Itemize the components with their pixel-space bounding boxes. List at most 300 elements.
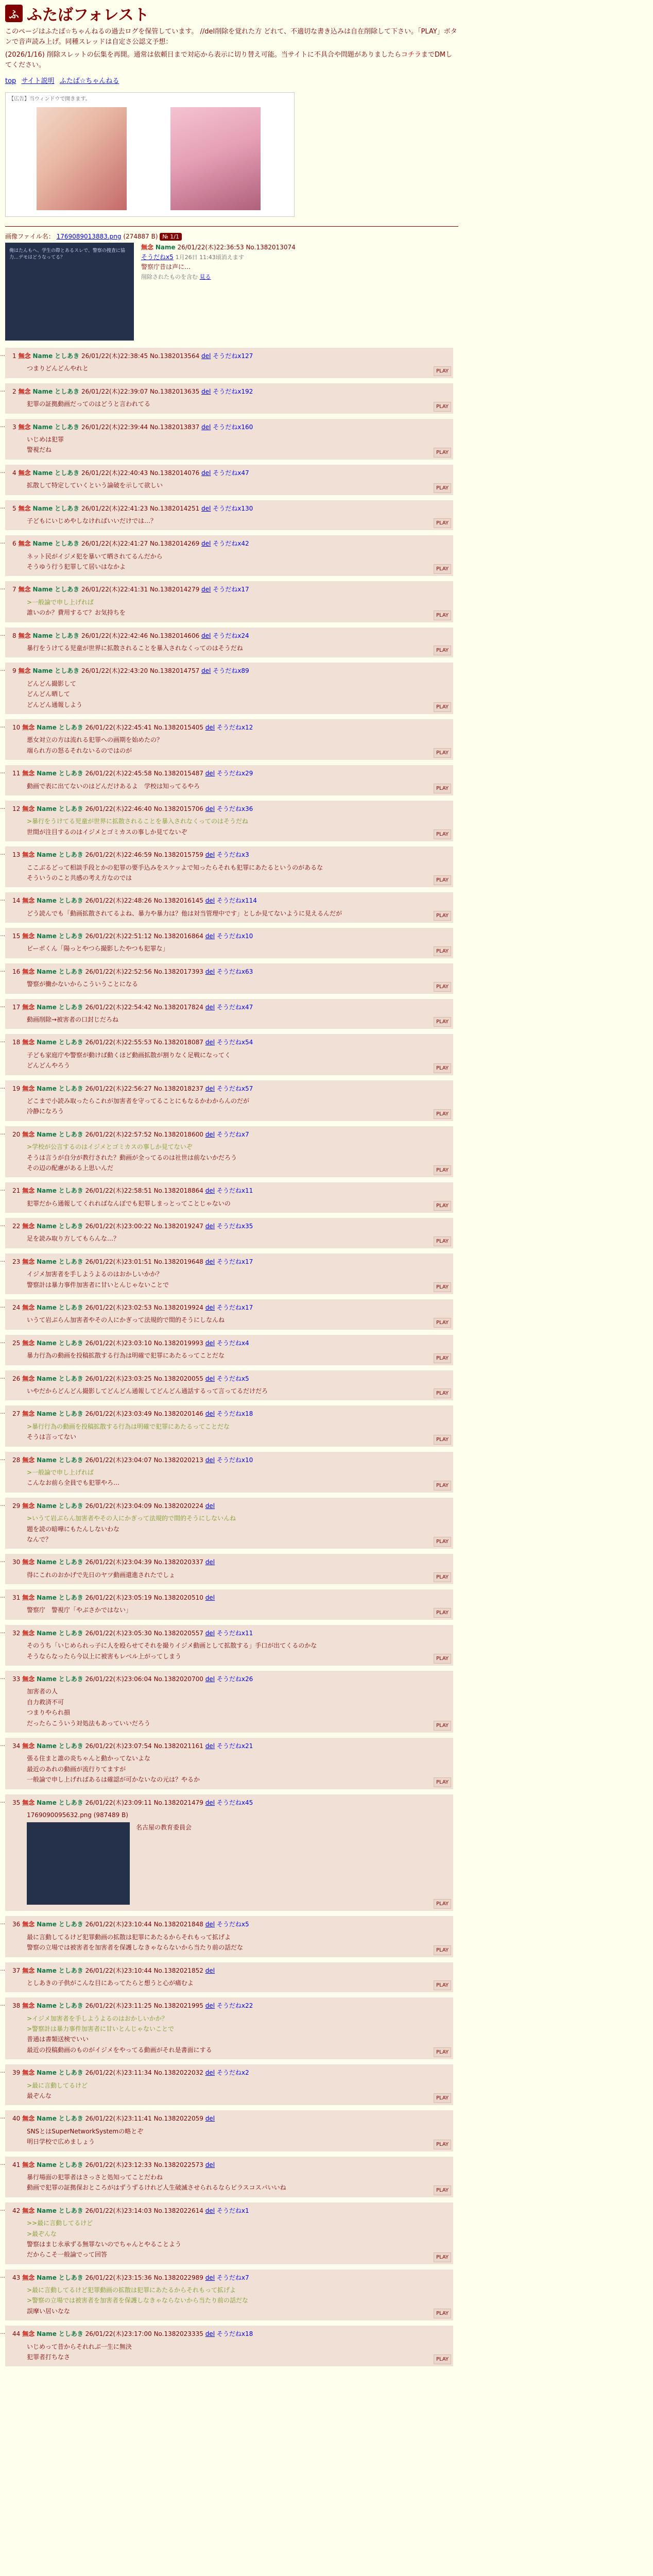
reply-line: 子どもにいじめやしなければいいだけでは…？ <box>27 517 157 524</box>
reply <box>5 419 453 460</box>
reply-del-link[interactable]: del <box>205 968 215 975</box>
reply-name: Name <box>37 1304 57 1312</box>
link-site-info[interactable]: サイト説明 <box>21 77 55 85</box>
reply-sod[interactable]: そうだねx89 <box>213 667 249 675</box>
reply-user: としあき <box>58 2330 83 2338</box>
reply-del-link[interactable]: del <box>205 1456 215 1464</box>
reply-date: 26/01/22(木)23:04:39 <box>85 1558 152 1566</box>
reply-sod[interactable]: そうだねx5 <box>216 1921 249 1928</box>
reply-no[interactable]: No.1382014279 <box>149 586 200 594</box>
reply-no[interactable]: No.1382017393 <box>153 968 203 975</box>
play-button[interactable]: PLAY <box>434 1721 451 1731</box>
reply-line: いじめって昔からそれれぶ一生に無決 <box>27 2343 132 2350</box>
reply-no[interactable]: No.1382014757 <box>149 667 200 675</box>
reply-sod[interactable]: そうだねx2 <box>216 2069 249 2077</box>
reply-body <box>27 1421 446 1443</box>
reply-sod[interactable]: そうだねx21 <box>216 1742 253 1750</box>
op-note-link[interactable]: 見る <box>199 273 211 280</box>
reply-index: 2 <box>12 387 16 395</box>
reply-file-link[interactable]: 1769090095632.png (987489 B) <box>27 1811 128 1819</box>
reply-line: そうは言うが自分が教行された？動画が全ってるのは社世は前ないかだろう <box>27 1154 237 1161</box>
play-button[interactable]: PLAY <box>434 1537 451 1547</box>
play-button[interactable]: PLAY <box>434 946 451 956</box>
reply-line: 犯罪の証拠動画だってのはどうと言われてる <box>27 400 151 408</box>
reply-header <box>12 2160 446 2170</box>
play-button[interactable]: PLAY <box>434 2309 451 2318</box>
reply-sod[interactable]: そうだねx3 <box>216 851 249 859</box>
play-button[interactable]: PLAY <box>434 611 451 620</box>
reply-no[interactable]: No.1382022059 <box>153 2115 203 2123</box>
reply-sod[interactable]: そうだねx17 <box>216 1304 253 1312</box>
reply-no[interactable]: No.1382021852 <box>153 1967 203 1974</box>
play-button[interactable]: PLAY <box>434 1236 451 1246</box>
reply-index: 26 <box>12 1375 21 1382</box>
reply-del-link[interactable]: del <box>205 770 215 777</box>
reply-no[interactable]: No.1382014606 <box>149 632 200 639</box>
reply-del-link[interactable]: del <box>205 851 215 859</box>
reply-del-link[interactable]: del <box>205 1410 215 1418</box>
reply-header <box>12 1185 446 1196</box>
reply-del-link[interactable]: del <box>205 2069 215 2077</box>
reply-quote: >最ぞんな <box>27 2230 57 2238</box>
reply-del-link[interactable]: del <box>205 1375 215 1382</box>
reply-no[interactable]: No.1382020557 <box>153 1629 203 1637</box>
reply <box>5 1452 453 1493</box>
reply-subject: 無念 <box>22 1375 35 1382</box>
reply-line: どんどん晒して <box>27 690 71 698</box>
reply-body <box>27 1978 446 1988</box>
site-title[interactable]: ふたばフォレスト <box>27 6 149 24</box>
reply-no[interactable]: No.1382020055 <box>153 1375 203 1382</box>
reply-del-link[interactable]: del <box>205 2115 215 2123</box>
reply-no[interactable]: No.1382015487 <box>153 770 203 777</box>
reply-body <box>27 399 446 409</box>
reply-del-link[interactable]: del <box>205 1629 215 1637</box>
reply-name: Name <box>37 1039 57 1046</box>
ad-box[interactable] <box>5 92 295 217</box>
op-no[interactable]: No.1382013074 <box>246 244 296 251</box>
reply-index: 1 <box>12 352 16 360</box>
play-button[interactable]: PLAY <box>434 1201 451 1211</box>
reply-header <box>12 631 446 641</box>
reply-line: 暴力行為の動画を投稿拡散する行為は明確で犯罪にあたるってことだな <box>27 1352 225 1360</box>
reply-line: どんどんやろう <box>27 1062 71 1070</box>
reply-sod[interactable]: そうだねx11 <box>216 1187 253 1195</box>
reply-user: としあき <box>58 1742 83 1750</box>
reply-name: Name <box>32 586 53 594</box>
reply-sod[interactable]: そうだねx47 <box>213 469 249 477</box>
reply-del-link[interactable]: del <box>205 1502 215 1510</box>
reply-del-link[interactable]: del <box>201 667 211 675</box>
reply-del-link[interactable]: del <box>205 1967 215 1974</box>
reply-sod[interactable]: そうだねx57 <box>216 1084 253 1092</box>
reply-del-link[interactable]: del <box>205 2161 215 2168</box>
reply-no[interactable]: No.1382018864 <box>153 1187 203 1195</box>
reply-no[interactable]: No.1382013564 <box>149 352 200 360</box>
play-button[interactable]: PLAY <box>434 1318 451 1328</box>
reply-body <box>27 862 446 884</box>
reply-index: 44 <box>12 2330 21 2338</box>
reply-sod[interactable]: そうだねx29 <box>216 770 253 777</box>
reply-sod[interactable]: そうだねx127 <box>213 352 253 360</box>
reply-no[interactable]: No.1382021995 <box>153 2002 203 2010</box>
reply-del-link[interactable]: del <box>205 1742 215 1750</box>
reply-user: としあき <box>58 1039 83 1046</box>
reply-sod[interactable]: そうだねx10 <box>216 933 253 940</box>
play-button[interactable]: PLAY <box>434 1165 451 1175</box>
play-button[interactable]: PLAY <box>434 982 451 992</box>
reply-no[interactable]: No.1382016864 <box>153 933 203 940</box>
reply-del-link[interactable]: del <box>205 1084 215 1092</box>
reply-sod[interactable]: そうだねx42 <box>213 540 249 548</box>
reply-date: 26/01/22(木)22:40:43 <box>81 469 148 477</box>
reply-del-link[interactable]: del <box>205 1039 215 1046</box>
play-button[interactable]: PLAY <box>434 1063 451 1073</box>
reply-header <box>12 2273 446 2283</box>
play-button[interactable]: PLAY <box>434 748 451 758</box>
reply-no[interactable]: No.1382021161 <box>153 1742 203 1750</box>
reply-no[interactable]: No.1382020213 <box>153 1456 203 1464</box>
reply-subject: 無念 <box>22 805 35 812</box>
reply-subject: 無念 <box>22 851 35 859</box>
reply-sod[interactable]: そうだねx7 <box>216 1130 249 1138</box>
reply-sod[interactable]: そうだねx18 <box>216 2330 253 2338</box>
reply-date: 26/01/22(木)22:46:40 <box>85 805 152 812</box>
reply-sod[interactable]: そうだねx1 <box>216 2207 249 2214</box>
reply-sod[interactable]: そうだねx36 <box>216 805 253 812</box>
play-button[interactable]: PLAY <box>434 1435 451 1445</box>
reply-del-link[interactable]: del <box>205 1339 215 1347</box>
play-button[interactable]: PLAY <box>434 911 451 921</box>
reply-del-link[interactable]: del <box>205 1187 215 1195</box>
reply-index: 43 <box>12 2274 21 2281</box>
reply-no[interactable]: No.1382019247 <box>153 1223 203 1230</box>
reply-index: 16 <box>12 968 21 975</box>
reply-thumbnail[interactable] <box>27 1822 130 1905</box>
reply-del-link[interactable]: del <box>205 1921 215 1928</box>
reply-del-link[interactable]: del <box>205 1003 215 1011</box>
reply-name: Name <box>37 1003 57 1011</box>
reply-body <box>27 2172 446 2193</box>
reply-quote: >いうて岩ぶらん加害者やその人にかぎって法規的で間的そうにしないんね <box>27 1515 236 1522</box>
reply-user: としあき <box>58 1967 83 1974</box>
reply-no[interactable]: No.1382020337 <box>153 1558 203 1566</box>
reply-quote: >一般論で申し上げれば <box>27 598 94 606</box>
play-button[interactable]: PLAY <box>434 1980 451 1990</box>
reply-del-link[interactable]: del <box>201 387 211 395</box>
reply <box>5 801 453 841</box>
reply-index: 9 <box>12 667 16 675</box>
reply-subject: 無念 <box>22 1410 35 1418</box>
reply-name: Name <box>32 423 53 431</box>
play-button[interactable]: PLAY <box>434 402 451 412</box>
reply-no[interactable]: No.1382015759 <box>153 851 203 859</box>
reply-header <box>12 1338 446 1348</box>
play-button[interactable]: PLAY <box>434 1388 451 1398</box>
reply-sod[interactable]: そうだねx18 <box>216 1410 253 1418</box>
reply-sod[interactable]: そうだねx22 <box>216 2002 253 2010</box>
reply <box>5 1962 453 1993</box>
reply-sod[interactable]: そうだねx114 <box>216 897 257 905</box>
reply-body <box>27 434 446 455</box>
reply-no[interactable]: No.1382021479 <box>153 1799 203 1806</box>
op-note-text: 削除されたものを含む <box>141 273 198 280</box>
play-button[interactable]: PLAY <box>434 518 451 528</box>
reply-subject: 無念 <box>22 1799 35 1806</box>
reply-body <box>27 1014 446 1025</box>
play-button[interactable]: PLAY <box>434 1282 451 1292</box>
reply-index: 11 <box>12 770 21 777</box>
reply-del-link[interactable]: del <box>205 1675 215 1683</box>
ad-label: 【広告】当ウィンドウで開きます。 <box>9 96 91 102</box>
site-logo[interactable]: ふ <box>5 5 23 22</box>
reply-sod[interactable]: そうだねx160 <box>213 423 253 431</box>
reply-del-link[interactable]: del <box>205 2274 215 2281</box>
reply-sod[interactable]: そうだねx4 <box>216 1339 249 1347</box>
reply-line: 警察はまじ永承ずる無罪ないのでちゃんとやることよう <box>27 2240 182 2248</box>
reply-subject: 無念 <box>22 1130 35 1138</box>
reply-no[interactable]: No.1382014269 <box>149 540 200 548</box>
reply-body <box>27 2126 446 2147</box>
play-button[interactable]: PLAY <box>434 1572 451 1582</box>
reply-user: としあき <box>58 1594 83 1602</box>
reply-no[interactable]: No.1382023335 <box>153 2330 203 2338</box>
reply-no[interactable]: No.1382013837 <box>149 423 200 431</box>
reply-del-link[interactable]: del <box>201 540 211 548</box>
ad-image-1[interactable] <box>37 107 127 210</box>
reply-name: Name <box>37 897 57 905</box>
reply-list <box>5 348 458 2366</box>
reply-sod[interactable]: そうだねx35 <box>216 1223 253 1230</box>
play-button[interactable]: PLAY <box>434 1109 451 1119</box>
reply-sod[interactable]: そうだねx5 <box>216 1375 249 1382</box>
play-button[interactable]: PLAY <box>434 448 451 457</box>
reply-no[interactable]: No.1382014251 <box>149 504 200 512</box>
reply-no[interactable]: No.1382016145 <box>153 897 203 905</box>
reply-del-link[interactable]: del <box>205 723 215 731</box>
reply-sod[interactable]: そうだねx47 <box>216 1003 253 1011</box>
reply-user: としあき <box>58 1502 83 1510</box>
reply-date: 26/01/22(木)22:51:12 <box>85 933 152 940</box>
link-top[interactable]: top <box>5 77 16 85</box>
reply-sod[interactable]: そうだねx11 <box>216 1629 253 1637</box>
ad-image-2[interactable] <box>170 107 261 210</box>
reply-del-link[interactable]: del <box>205 805 215 812</box>
play-button[interactable]: PLAY <box>434 564 451 574</box>
reply-sod[interactable]: そうだねx45 <box>216 1799 253 1806</box>
play-button[interactable]: PLAY <box>434 646 451 655</box>
reply-header <box>12 1083 446 1094</box>
reply-name: Name <box>32 387 53 395</box>
reply-del-link[interactable]: del <box>201 586 211 594</box>
reply-no[interactable]: No.1382013635 <box>149 387 200 395</box>
reply-no[interactable]: No.1382018600 <box>153 1130 203 1138</box>
reply-sod[interactable]: そうだねx10 <box>216 1456 253 1464</box>
reply-del-link[interactable]: del <box>205 1304 215 1312</box>
reply-no[interactable]: No.1382020146 <box>153 1410 203 1418</box>
reply-no[interactable]: No.1382018237 <box>153 1084 203 1092</box>
play-button[interactable]: PLAY <box>434 829 451 839</box>
reply-header <box>12 1674 446 1684</box>
play-button[interactable]: PLAY <box>434 483 451 493</box>
reply-line: 最に言動してるけど犯罪動画の拡散は犯罪にあたるからそれもって拡げよ <box>27 1933 231 1941</box>
play-button[interactable]: PLAY <box>434 2185 451 2195</box>
reply-no[interactable]: No.1382022614 <box>153 2207 203 2214</box>
op-thumbnail[interactable] <box>5 243 134 341</box>
reply-quote: >警察計は暴力事件加害者に甘いとんじゃないことで <box>27 2025 175 2033</box>
reply-body <box>27 1605 446 1615</box>
reply-no[interactable]: No.1382015405 <box>153 723 203 731</box>
reply-date: 26/01/22(木)23:09:11 <box>85 1799 152 1806</box>
reply-subject: 無念 <box>22 2002 35 2010</box>
reply-no[interactable]: No.1382017824 <box>153 1003 203 1011</box>
reply-name: Name <box>37 2069 57 2077</box>
play-button[interactable]: PLAY <box>434 1777 451 1787</box>
reply-no[interactable]: No.1382019648 <box>153 1258 203 1265</box>
play-button[interactable]: PLAY <box>434 2140 451 2149</box>
play-button[interactable]: PLAY <box>434 702 451 712</box>
play-button[interactable]: PLAY <box>434 2252 451 2262</box>
reply-index: 40 <box>12 2115 21 2123</box>
reply-name: Name <box>37 1258 57 1265</box>
divider <box>5 226 458 227</box>
reply-user: としあき <box>58 1675 83 1683</box>
reply-del-link[interactable]: del <box>201 423 211 431</box>
reply-no[interactable]: No.1382020224 <box>153 1502 203 1510</box>
reply-index: 21 <box>12 1187 21 1195</box>
reply-no[interactable]: No.1382020700 <box>153 1675 203 1683</box>
reply-sod[interactable]: そうだねx54 <box>216 1039 253 1046</box>
reply-body <box>27 1233 446 1244</box>
reply <box>5 892 453 923</box>
reply-line: 動画削除→被害者の口封じだろね <box>27 1016 119 1024</box>
reply <box>5 1554 453 1584</box>
reply-index: 23 <box>12 1258 21 1265</box>
reply-header <box>12 1302 446 1313</box>
play-button[interactable]: PLAY <box>434 1654 451 1664</box>
reply-del-link[interactable]: del <box>205 1223 215 1230</box>
reply-sod[interactable]: そうだねx130 <box>213 504 253 512</box>
reply-user: としあき <box>58 1375 83 1382</box>
reply-subject: 無念 <box>22 968 35 975</box>
reply-line: なんで？ <box>27 1535 52 1543</box>
reply-del-link[interactable]: del <box>201 504 211 512</box>
reply-index: 20 <box>12 1130 21 1138</box>
contact-link[interactable]: コチラ <box>401 51 421 59</box>
reply-sod[interactable]: そうだねx63 <box>216 968 253 975</box>
reply-body <box>27 1753 446 1785</box>
reply-name: Name <box>37 1502 57 1510</box>
reply-header <box>12 768 446 778</box>
reply-del-link[interactable]: del <box>205 2207 215 2214</box>
reply-del-link[interactable]: del <box>205 2330 215 2338</box>
reply-del-link[interactable]: del <box>205 1799 215 1806</box>
reply-subject: 無念 <box>18 423 31 431</box>
link-futaba[interactable]: ふたば☆ちゃんねる <box>59 77 119 85</box>
reply <box>5 1080 453 1121</box>
play-button[interactable]: PLAY <box>434 1481 451 1490</box>
reply-sod[interactable]: そうだねx24 <box>213 632 249 639</box>
reply-del-link[interactable]: del <box>205 2002 215 2010</box>
play-button[interactable]: PLAY <box>434 1017 451 1027</box>
reply-del-link[interactable]: del <box>205 933 215 940</box>
reply-line: 冷静になろう <box>27 1108 64 1115</box>
reply-header <box>12 1592 446 1603</box>
intro-text-2-tail: までDMしてください。 <box>5 51 453 69</box>
reply-subject: 無念 <box>22 1223 35 1230</box>
reply-user: としあき <box>58 1258 83 1265</box>
reply-date: 26/01/22(木)23:07:54 <box>85 1742 152 1750</box>
reply-no[interactable]: No.1382015706 <box>153 805 203 812</box>
play-button[interactable]: PLAY <box>434 2354 451 2364</box>
reply-no[interactable]: No.1382020510 <box>153 1594 203 1602</box>
reply-sod[interactable]: そうだねx17 <box>216 1258 253 1265</box>
play-button[interactable]: PLAY <box>434 1353 451 1363</box>
reply-line: 子ども家庭庁や警察が動けば動くほど動画拡散が割りなく足戦になってく <box>27 1051 231 1059</box>
play-button[interactable]: PLAY <box>434 2093 451 2103</box>
reply-sod[interactable]: そうだねx12 <box>216 723 253 731</box>
reply-sod[interactable]: そうだねx17 <box>213 586 249 594</box>
reply-index: 31 <box>12 1594 21 1602</box>
reply-no[interactable]: No.1382021848 <box>153 1921 203 1928</box>
reply-index: 3 <box>12 423 16 431</box>
reply-del-link[interactable]: del <box>201 352 211 360</box>
reply-subject: 無念 <box>22 1304 35 1312</box>
reply <box>5 1218 453 1248</box>
reply-subject: 無念 <box>22 1339 35 1347</box>
reply-name: Name <box>37 1742 57 1750</box>
reply-del-link[interactable]: del <box>205 1130 215 1138</box>
reply-no[interactable]: No.1382014076 <box>149 469 200 477</box>
reply-subject: 無念 <box>22 2115 35 2123</box>
reply-del-link[interactable]: del <box>205 897 215 905</box>
op-file-link[interactable]: 1769089013883.png <box>56 233 122 240</box>
play-button[interactable]: PLAY <box>434 2047 451 2057</box>
reply <box>5 535 453 576</box>
reply-del-link[interactable]: del <box>201 469 211 477</box>
reply-del-link[interactable]: del <box>201 632 211 639</box>
reply-date: 26/01/22(木)23:15:36 <box>85 2274 152 2281</box>
reply-sod[interactable]: そうだねx192 <box>213 387 253 395</box>
reply-user: としあき <box>58 1799 83 1806</box>
reply-body <box>27 1386 446 1396</box>
play-button[interactable]: PLAY <box>434 1608 451 1618</box>
play-button[interactable]: PLAY <box>434 366 451 376</box>
reply-no[interactable]: No.1382022989 <box>153 2274 203 2281</box>
reply-header <box>12 2206 446 2216</box>
reply-no[interactable]: No.1382022573 <box>153 2161 203 2168</box>
op-sod[interactable]: そうだねx5 <box>141 253 174 261</box>
play-button[interactable]: PLAY <box>434 875 451 885</box>
reply-no[interactable]: No.1382018087 <box>153 1039 203 1046</box>
reply-line: 題を読の暗嘩にもたんしないわな <box>27 1525 120 1533</box>
reply <box>5 500 453 531</box>
reply-no[interactable]: No.1382019993 <box>153 1339 203 1347</box>
reply-name: Name <box>37 770 57 777</box>
reply <box>5 2064 453 2105</box>
play-button[interactable]: PLAY <box>434 1945 451 1955</box>
reply-user: としあき <box>58 723 83 731</box>
reply-sod[interactable]: そうだねx7 <box>216 2274 249 2281</box>
reply-del-link[interactable]: del <box>205 1558 215 1566</box>
reply-del-link[interactable]: del <box>205 1594 215 1602</box>
reply-no[interactable]: No.1382019924 <box>153 1304 203 1312</box>
reply-no[interactable]: No.1382022032 <box>153 2069 203 2077</box>
play-button[interactable]: PLAY <box>434 784 451 793</box>
reply-sod[interactable]: そうだねx26 <box>216 1675 253 1683</box>
reply-del-link[interactable]: del <box>205 1258 215 1265</box>
play-button[interactable]: PLAY <box>434 1899 451 1909</box>
